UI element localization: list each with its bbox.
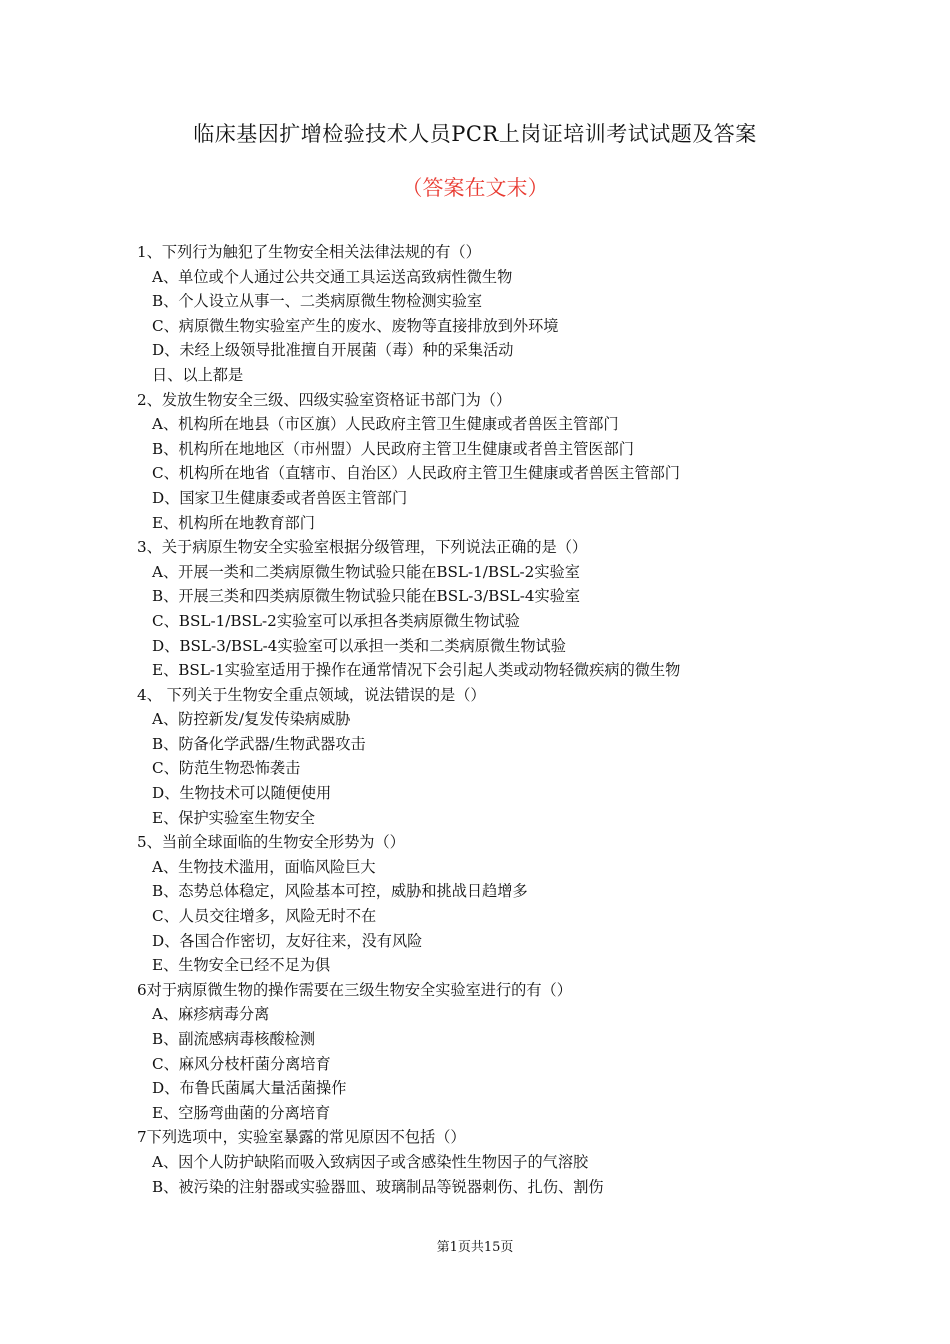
- question-text: 4、 下列关于生物安全重点领域，说法错误的是（）: [137, 685, 486, 704]
- answer-option: A、生物技术滥用，面临风险巨大: [152, 857, 376, 876]
- answer-option: E、空肠弯曲菌的分离培育: [152, 1103, 331, 1122]
- answer-option: E、BSL-1实验室适用于操作在通常情况下会引起人类或动物轻微疾病的微生物: [152, 661, 681, 680]
- answer-option: A、因个人防护缺陷而吸入致病因子或含感染性生物因子的气溶胶: [152, 1152, 589, 1171]
- answer-option: A、防控新发/复发传染病威胁: [152, 710, 351, 729]
- answer-option: D、国家卫生健康委或者兽医主管部门: [152, 488, 408, 507]
- answer-option: D、BSL-3/BSL-4实验室可以承担一类和二类病原微生物试验: [152, 636, 566, 655]
- answer-option: D、布鲁氏菌属大量活菌操作: [152, 1079, 347, 1098]
- answer-option: A、麻疹病毒分离: [152, 1005, 270, 1024]
- answer-option: B、防备化学武器/生物武器攻击: [152, 734, 366, 753]
- answer-option: C、机构所在地省（直辖市、自治区）人民政府主管卫生健康或者兽医主管部门: [152, 464, 680, 483]
- answer-option: E、保护实验室生物安全: [152, 808, 315, 827]
- answer-option: D、未经上级领导批准擅自开展菌（毒）种的采集活动: [152, 341, 514, 360]
- answer-option: B、副流感病毒核酸检测: [152, 1030, 316, 1048]
- answer-option: C、病原微生物实验室产生的废水、废物等直接排放到外环境: [152, 316, 559, 335]
- question-text: 2、发放生物安全三级、四级实验室资格证书部门为（）: [137, 390, 512, 409]
- question-text: 7下列选项中，实验室暴露的常见原因不包括（）: [137, 1128, 466, 1147]
- answer-option: D、生物技术可以随便使用: [152, 784, 332, 803]
- answer-option: C、BSL-1/BSL-2实验室可以承担各类病原微生物试验: [152, 611, 520, 630]
- question-list: [137, 240, 857, 1199]
- answer-option: A、单位或个人通过公共交通工具运送高致病性微生物: [152, 267, 513, 286]
- answer-option: D、各国合作密切，友好往来，没有风险: [152, 931, 423, 950]
- answer-option: C、麻风分枝杆菌分离培育: [152, 1054, 331, 1073]
- answer-option: B、态势总体稳定，风险基本可控，威胁和挑战日趋增多: [152, 882, 528, 901]
- answer-option: B、被污染的注射器或实验器皿、玻璃制品等锐器刺伤、扎伤、割伤: [152, 1177, 604, 1196]
- answer-option: 日、以上都是: [152, 365, 244, 384]
- answer-option: C、人员交往增多，风险无时不在: [152, 907, 377, 926]
- answer-option: E、机构所在地教育部门: [152, 513, 315, 532]
- answer-option: B、个人设立从事一、二类病原微生物检测实验室: [152, 292, 483, 311]
- question-text: 1、下列行为触犯了生物安全相关法律法规的有（）: [137, 243, 481, 261]
- answer-option: B、机构所在地地区（市州盟）人民政府主管卫生健康或者兽主管医部门: [152, 439, 634, 458]
- answer-option: B、开展三类和四类病原微生物试验只能在BSL-3/BSL-4实验室: [152, 587, 581, 606]
- answer-option: A、机构所在地县（市区旗）人民政府主管卫生健康或者兽医主管部门: [152, 415, 619, 434]
- answer-option: C、防范生物恐怖袭击: [152, 759, 301, 778]
- document-subtitle: （答案在文末）: [401, 176, 549, 200]
- answer-option: E、生物安全已经不足为俱: [152, 956, 331, 975]
- page-footer: 第1页共15页: [436, 1240, 514, 1255]
- answer-option: A、开展一类和二类病原微生物试验只能在BSL-1/BSL-2实验室: [152, 562, 580, 581]
- question-text: 3、关于病原生物安全实验室根据分级管理，下列说法正确的是（）: [137, 538, 588, 557]
- question-text: 6对于病原微生物的操作需要在三级生物安全实验室进行的有（）: [137, 980, 572, 999]
- question-text: 5、当前全球面临的生物安全形势为（）: [137, 833, 405, 852]
- document-title: 临床基因扩增检验技术人员PCR上岗证培训考试试题及答案: [193, 122, 757, 146]
